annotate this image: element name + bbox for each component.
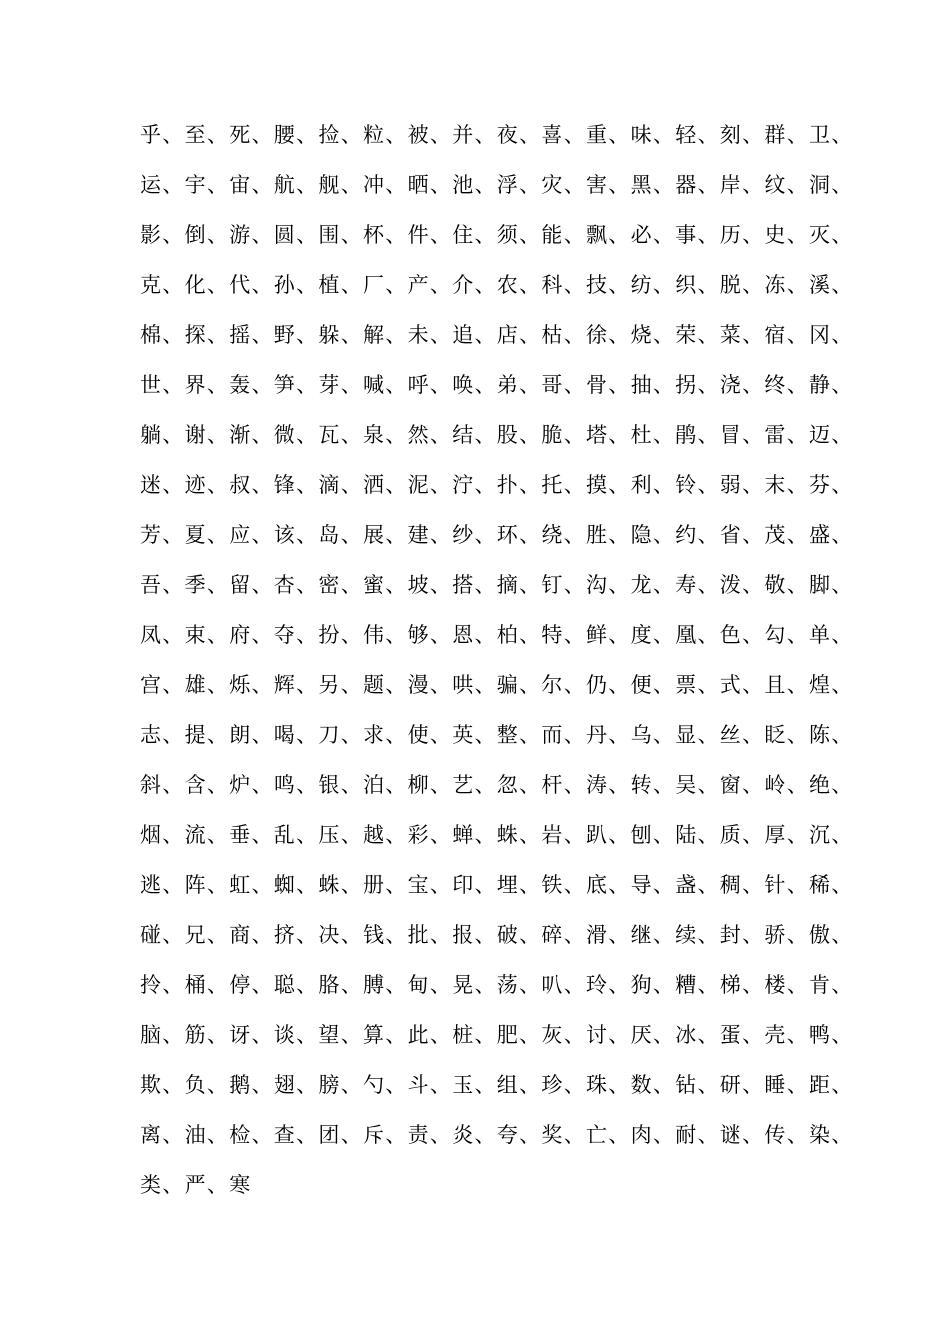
char-line-3: 影、倒、游、圆、围、杯、件、住、须、能、飘、必、事、历、史、灭、: [140, 223, 854, 247]
char-line-12: 宫、雄、烁、辉、另、题、漫、哄、骗、尔、仍、便、票、式、且、煌、: [140, 673, 854, 697]
char-line-16: 逃、阵、虹、蜘、蛛、册、宝、印、埋、铁、底、导、盏、稠、针、稀、: [140, 873, 854, 897]
char-line-2: 运、宇、宙、航、舰、冲、晒、池、浮、灾、害、黑、器、岸、纹、洞、: [140, 173, 854, 197]
char-line-11: 凤、束、府、夺、扮、伟、够、恩、柏、特、鲜、度、凰、色、勾、单、: [140, 623, 854, 647]
char-line-4: 克、化、代、孙、植、厂、产、介、农、科、技、纺、织、脱、冻、溪、: [140, 273, 854, 297]
char-line-21: 离、油、检、查、团、斥、责、炎、夸、奖、亡、肉、耐、谜、传、染、: [140, 1123, 854, 1147]
char-line-13: 志、提、朗、喝、刀、求、使、英、整、而、丹、乌、显、丝、眨、陈、: [140, 723, 854, 747]
char-line-10: 吾、季、留、杏、密、蜜、坡、搭、摘、钉、沟、龙、寿、泼、敬、脚、: [140, 573, 854, 597]
char-line-1: 乎、至、死、腰、捡、粒、被、并、夜、喜、重、味、轻、刻、群、卫、: [140, 123, 854, 147]
char-line-9: 芳、夏、应、该、岛、展、建、纱、环、绕、胜、隐、约、省、茂、盛、: [140, 523, 854, 547]
char-line-17: 碰、兄、商、挤、决、钱、批、报、破、碎、滑、继、续、封、骄、傲、: [140, 923, 854, 947]
char-line-20: 欺、负、鹅、翅、膀、勺、斗、玉、组、珍、珠、数、钻、研、睡、距、: [140, 1073, 854, 1097]
char-line-19: 脑、筋、讶、谈、望、算、此、桩、肥、灰、讨、厌、冰、蛋、壳、鸭、: [140, 1023, 854, 1047]
char-line-14: 斜、含、炉、鸣、银、泊、柳、艺、忽、杆、涛、转、吴、窗、岭、绝、: [140, 773, 854, 797]
char-line-15: 烟、流、垂、乱、压、越、彩、蝉、蛛、岩、趴、刨、陆、质、厚、沉、: [140, 823, 854, 847]
char-line-6: 世、界、轰、笋、芽、喊、呼、唤、弟、哥、骨、抽、拐、浇、终、静、: [140, 373, 854, 397]
character-list: [140, 110, 854, 1210]
char-line-8: 迷、迹、叔、锋、滴、洒、泥、泞、扑、托、摸、利、铃、弱、末、芬、: [140, 473, 854, 497]
char-line-7: 躺、谢、渐、微、瓦、泉、然、结、股、脆、塔、杜、鹃、冒、雷、迈、: [140, 423, 854, 447]
char-line-22: 类、严、寒: [140, 1173, 252, 1197]
char-line-18: 拎、桶、停、聪、胳、膊、甸、晃、荡、叭、玲、狗、糟、梯、楼、肯、: [140, 973, 854, 997]
char-line-5: 棉、探、摇、野、躲、解、未、追、店、枯、徐、烧、荣、菜、宿、冈、: [140, 323, 854, 347]
